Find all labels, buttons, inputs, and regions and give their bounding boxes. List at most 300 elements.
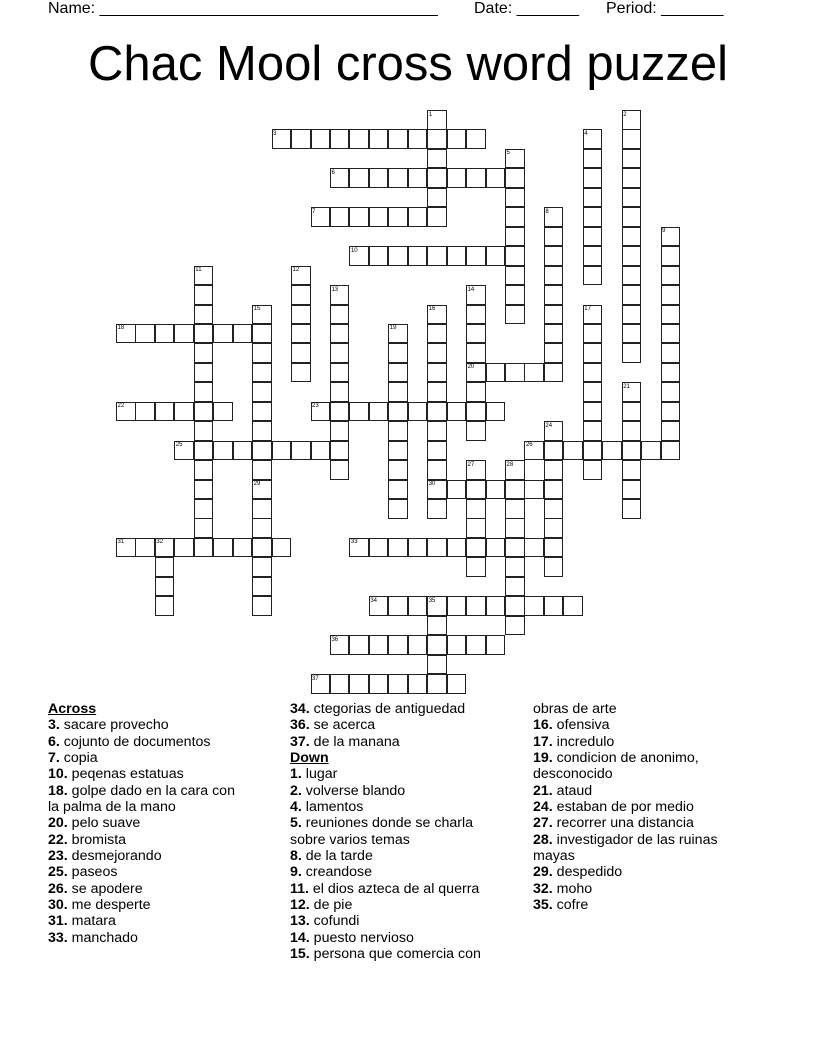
grid-cell[interactable] [135, 324, 155, 344]
grid-cell[interactable] [291, 285, 311, 305]
grid-cell[interactable] [486, 538, 506, 558]
grid-cell[interactable] [349, 168, 369, 188]
clue-text: estaban de por medio [552, 799, 694, 816]
grid-cell[interactable] [544, 480, 564, 500]
clue-item [533, 881, 718, 897]
grid-cell[interactable] [213, 402, 233, 422]
grid-cell[interactable] [544, 266, 564, 286]
grid-cell[interactable] [486, 480, 506, 500]
grid-cell[interactable] [369, 129, 389, 149]
grid-cell[interactable] [447, 168, 467, 188]
grid-cell[interactable] [661, 363, 681, 383]
grid-cell[interactable] [388, 343, 408, 363]
grid-cell[interactable] [388, 168, 408, 188]
grid-cell[interactable] [330, 363, 350, 383]
grid-cell[interactable] [447, 246, 467, 266]
clue-column-1 [48, 701, 235, 946]
grid-cell[interactable] [194, 343, 214, 363]
clue-text: obras de arte [533, 701, 617, 717]
grid-cell[interactable] [408, 168, 428, 188]
grid-cell[interactable] [252, 557, 272, 577]
grid-cell[interactable] [369, 402, 389, 422]
grid-cell[interactable] [505, 266, 525, 286]
clue-text: el dios azteca de al querra [308, 880, 480, 897]
grid-cell[interactable] [252, 460, 272, 480]
grid-cell[interactable] [505, 577, 525, 597]
grid-cell[interactable] [408, 402, 428, 422]
grid-cell[interactable] [661, 285, 681, 305]
clue-number: 22. [48, 831, 68, 848]
grid-cell[interactable] [544, 227, 564, 247]
grid-cell[interactable] [466, 305, 486, 325]
grid-cell[interactable] [505, 188, 525, 208]
grid-cell[interactable] [466, 538, 486, 558]
grid-cell[interactable] [622, 188, 642, 208]
grid-cell[interactable] [583, 441, 603, 461]
grid-cell[interactable] [427, 538, 447, 558]
grid-cell[interactable] [272, 441, 292, 461]
grid-cell[interactable] [466, 343, 486, 363]
grid-cell[interactable] [330, 305, 350, 325]
grid-cell[interactable] [408, 129, 428, 149]
grid-cell[interactable] [388, 363, 408, 383]
grid-cell[interactable] [544, 538, 564, 558]
grid-cell[interactable] [155, 596, 175, 616]
grid-cell[interactable] [505, 499, 525, 519]
grid-cell[interactable] [544, 460, 564, 480]
grid-cell[interactable] [505, 207, 525, 227]
grid-cell[interactable] [388, 402, 408, 422]
grid-cell[interactable] [252, 538, 272, 558]
grid-cell[interactable] [427, 129, 447, 149]
grid-cell[interactable] [583, 227, 603, 247]
grid-cell[interactable] [388, 538, 408, 558]
grid-cell[interactable] [427, 149, 447, 169]
grid-cell[interactable] [447, 596, 467, 616]
grid-number: 3 [273, 130, 277, 137]
grid-cell[interactable] [661, 246, 681, 266]
grid-cell[interactable] [544, 363, 564, 383]
grid-cell[interactable] [349, 674, 369, 694]
grid-cell[interactable] [135, 538, 155, 558]
grid-cell[interactable] [583, 168, 603, 188]
clue-text: lugar [301, 766, 338, 783]
grid-cell[interactable] [427, 499, 447, 519]
grid-cell[interactable] [583, 343, 603, 363]
grid-cell[interactable] [155, 324, 175, 344]
clue-item [48, 783, 235, 799]
grid-cell[interactable] [330, 460, 350, 480]
grid-cell[interactable] [252, 421, 272, 441]
grid-cell[interactable] [388, 421, 408, 441]
grid-cell[interactable] [622, 421, 642, 441]
grid-cell[interactable] [622, 499, 642, 519]
grid-cell[interactable] [622, 246, 642, 266]
grid-cell[interactable] [524, 596, 544, 616]
grid-cell[interactable] [427, 246, 447, 266]
clue-number: 36. [290, 717, 310, 734]
grid-cell[interactable] [544, 246, 564, 266]
grid-cell[interactable] [486, 596, 506, 616]
clue-item [48, 750, 235, 766]
clue-item [48, 848, 235, 864]
grid-cell[interactable] [583, 421, 603, 441]
grid-cell[interactable] [252, 382, 272, 402]
grid-cell[interactable] [330, 129, 350, 149]
grid-cell[interactable] [388, 480, 408, 500]
grid-cell[interactable] [194, 441, 214, 461]
grid-cell[interactable] [194, 285, 214, 305]
grid-number: 34 [370, 597, 378, 604]
grid-cell[interactable] [544, 343, 564, 363]
grid-cell[interactable] [291, 324, 311, 344]
grid-cell[interactable] [330, 402, 350, 422]
grid-cell[interactable] [135, 402, 155, 422]
grid-cell[interactable] [252, 343, 272, 363]
grid-cell[interactable] [427, 324, 447, 344]
grid-cell[interactable] [505, 596, 525, 616]
grid-cell[interactable] [563, 441, 583, 461]
grid-cell[interactable] [661, 324, 681, 344]
grid-cell[interactable] [427, 635, 447, 655]
grid-cell[interactable] [427, 674, 447, 694]
grid-cell[interactable] [213, 324, 233, 344]
grid-number: 20 [467, 364, 475, 371]
grid-cell[interactable] [622, 441, 642, 461]
grid-cell[interactable] [349, 635, 369, 655]
grid-cell[interactable] [622, 227, 642, 247]
grid-cell[interactable] [661, 402, 681, 422]
grid-cell[interactable] [174, 538, 194, 558]
grid-cell[interactable] [427, 460, 447, 480]
grid-number: 2 [623, 111, 627, 118]
grid-cell[interactable] [447, 129, 467, 149]
grid-cell[interactable] [661, 343, 681, 363]
grid-cell[interactable] [194, 305, 214, 325]
grid-cell[interactable] [622, 480, 642, 500]
grid-cell[interactable] [291, 441, 311, 461]
grid-cell[interactable] [252, 596, 272, 616]
grid-cell[interactable] [233, 441, 253, 461]
grid-cell[interactable] [194, 480, 214, 500]
grid-cell[interactable] [194, 363, 214, 383]
grid-cell[interactable] [427, 616, 447, 636]
grid-cell[interactable] [524, 538, 544, 558]
grid-cell[interactable] [466, 324, 486, 344]
grid-cell[interactable] [427, 421, 447, 441]
grid-cell[interactable] [466, 635, 486, 655]
grid-cell[interactable] [583, 207, 603, 227]
grid-cell[interactable] [622, 149, 642, 169]
grid-cell[interactable] [388, 129, 408, 149]
clue-item [290, 734, 481, 750]
clue-number: 32. [533, 880, 553, 897]
grid-cell[interactable] [466, 402, 486, 422]
grid-cell[interactable] [447, 480, 467, 500]
grid-cell[interactable] [505, 538, 525, 558]
grid-cell[interactable] [388, 207, 408, 227]
grid-cell[interactable] [583, 188, 603, 208]
grid-cell[interactable] [602, 441, 622, 461]
grid-number: 12 [292, 267, 300, 274]
grid-cell[interactable] [427, 363, 447, 383]
grid-cell[interactable] [661, 441, 681, 461]
grid-cell[interactable] [194, 460, 214, 480]
grid-cell[interactable] [661, 421, 681, 441]
grid-cell[interactable] [155, 557, 175, 577]
grid-cell[interactable] [388, 382, 408, 402]
clue-item [533, 864, 718, 880]
name-field[interactable]: ______________________________________ [99, 0, 438, 17]
grid-cell[interactable] [583, 149, 603, 169]
grid-cell[interactable] [583, 460, 603, 480]
grid-cell[interactable] [466, 499, 486, 519]
grid-cell[interactable] [622, 460, 642, 480]
grid-cell[interactable] [155, 577, 175, 597]
clue-number: 17. [533, 733, 553, 750]
clue-item [290, 815, 481, 831]
grid-cell[interactable] [486, 635, 506, 655]
grid-cell[interactable] [194, 324, 214, 344]
grid-number: 8 [545, 208, 549, 215]
grid-cell[interactable] [252, 499, 272, 519]
grid-cell[interactable] [252, 324, 272, 344]
grid-cell[interactable] [194, 382, 214, 402]
clue-text: desmejorando [67, 848, 162, 865]
across-heading: Across [48, 701, 97, 717]
grid-cell[interactable] [291, 305, 311, 325]
grid-cell[interactable] [252, 363, 272, 383]
grid-cell[interactable] [330, 674, 350, 694]
grid-cell[interactable] [544, 441, 564, 461]
grid-number: 6 [331, 169, 335, 176]
clue-item [533, 799, 718, 815]
grid-cell[interactable] [622, 285, 642, 305]
grid-cell[interactable] [194, 421, 214, 441]
grid-cell[interactable] [330, 441, 350, 461]
grid-cell[interactable] [544, 305, 564, 325]
grid-cell[interactable] [408, 635, 428, 655]
grid-cell[interactable] [291, 343, 311, 363]
grid-cell[interactable] [505, 168, 525, 188]
grid-cell[interactable] [427, 655, 447, 675]
grid-cell[interactable] [661, 382, 681, 402]
grid-cell[interactable] [194, 499, 214, 519]
grid-cell[interactable] [466, 129, 486, 149]
grid-cell[interactable] [388, 596, 408, 616]
grid-cell[interactable] [544, 518, 564, 538]
grid-cell[interactable] [505, 518, 525, 538]
grid-cell[interactable] [252, 441, 272, 461]
grid-cell[interactable] [466, 246, 486, 266]
grid-cell[interactable] [622, 168, 642, 188]
clue-number: 30. [48, 897, 68, 914]
grid-cell[interactable] [369, 674, 389, 694]
clue-text: bromista [67, 831, 127, 848]
grid-cell[interactable] [486, 363, 506, 383]
grid-cell[interactable] [544, 285, 564, 305]
grid-cell[interactable] [466, 480, 486, 500]
clue-item [290, 701, 481, 717]
grid-cell[interactable] [272, 538, 292, 558]
clue-text: cofundi [309, 913, 360, 930]
grid-cell[interactable] [369, 168, 389, 188]
grid-cell[interactable] [544, 499, 564, 519]
grid-number: 11 [195, 267, 202, 274]
grid-cell[interactable] [661, 266, 681, 286]
grid-cell[interactable] [427, 168, 447, 188]
date-field[interactable]: _______ [516, 0, 579, 17]
grid-cell[interactable] [408, 207, 428, 227]
grid-cell[interactable] [622, 266, 642, 286]
grid-cell[interactable] [330, 421, 350, 441]
period-field[interactable]: _______ [661, 0, 724, 17]
grid-cell[interactable] [330, 324, 350, 344]
clue-text: pelo suave [67, 815, 141, 832]
clue-text: ctegorias de antiguedad [309, 701, 466, 717]
grid-cell[interactable] [174, 324, 194, 344]
grid-cell[interactable] [427, 402, 447, 422]
clue-text: moho [552, 880, 593, 897]
grid-cell[interactable] [563, 596, 583, 616]
grid-cell[interactable] [583, 402, 603, 422]
grid-cell[interactable] [583, 246, 603, 266]
grid-cell[interactable] [583, 324, 603, 344]
grid-cell[interactable] [369, 246, 389, 266]
grid-cell[interactable] [408, 596, 428, 616]
grid-cell[interactable] [155, 402, 175, 422]
clue-number: 28. [533, 831, 553, 848]
grid-cell[interactable] [349, 207, 369, 227]
grid-cell[interactable] [388, 460, 408, 480]
grid-cell[interactable] [505, 305, 525, 325]
grid-cell[interactable] [466, 168, 486, 188]
grid-cell[interactable] [408, 674, 428, 694]
grid-cell[interactable] [583, 382, 603, 402]
grid-cell[interactable] [622, 305, 642, 325]
grid-number: 7 [312, 208, 316, 215]
grid-cell[interactable] [447, 402, 467, 422]
grid-cell[interactable] [330, 207, 350, 227]
grid-number: 22 [117, 403, 125, 410]
grid-number: 9 [662, 228, 666, 235]
grid-number: 37 [312, 675, 319, 682]
grid-cell[interactable] [427, 382, 447, 402]
grid-cell[interactable] [505, 227, 525, 247]
clue-item [533, 750, 718, 766]
grid-cell[interactable] [194, 518, 214, 538]
grid-cell[interactable] [291, 363, 311, 383]
grid-cell[interactable] [388, 441, 408, 461]
grid-cell[interactable] [622, 402, 642, 422]
grid-cell[interactable] [291, 129, 311, 149]
grid-cell[interactable] [505, 557, 525, 577]
clue-item [533, 766, 718, 782]
grid-cell[interactable] [213, 441, 233, 461]
grid-cell[interactable] [369, 538, 389, 558]
grid-cell[interactable] [349, 129, 369, 149]
grid-cell[interactable] [447, 674, 467, 694]
grid-cell[interactable] [311, 129, 331, 149]
grid-cell[interactable] [466, 596, 486, 616]
grid-cell[interactable] [622, 129, 642, 149]
grid-cell[interactable] [408, 246, 428, 266]
grid-cell[interactable] [252, 402, 272, 422]
grid-cell[interactable] [330, 343, 350, 363]
grid-cell[interactable] [583, 266, 603, 286]
grid-cell[interactable] [622, 207, 642, 227]
grid-number: 29 [253, 481, 261, 488]
clue-text: sacare provecho [59, 717, 169, 734]
grid-cell[interactable] [388, 499, 408, 519]
grid-cell[interactable] [388, 246, 408, 266]
grid-cell[interactable] [427, 207, 447, 227]
grid-cell[interactable] [213, 538, 233, 558]
grid-cell[interactable] [505, 480, 525, 500]
grid-cell[interactable] [427, 343, 447, 363]
grid-cell[interactable] [622, 343, 642, 363]
grid-cell[interactable] [505, 246, 525, 266]
grid-cell[interactable] [388, 674, 408, 694]
grid-cell[interactable] [505, 616, 525, 636]
grid-cell[interactable] [194, 538, 214, 558]
grid-cell[interactable] [311, 441, 331, 461]
grid-cell[interactable] [544, 596, 564, 616]
grid-cell[interactable] [466, 382, 486, 402]
grid-cell[interactable] [388, 635, 408, 655]
grid-cell[interactable] [524, 363, 544, 383]
grid-cell[interactable] [427, 441, 447, 461]
grid-cell[interactable] [252, 518, 272, 538]
grid-cell[interactable] [622, 324, 642, 344]
grid-number: 23 [312, 403, 319, 410]
grid-cell[interactable] [233, 538, 253, 558]
grid-cell[interactable] [505, 363, 525, 383]
grid-cell[interactable] [194, 402, 214, 422]
period-label: Period: _______ [606, 0, 724, 17]
grid-cell[interactable] [466, 518, 486, 538]
clue-number: 35. [533, 897, 553, 914]
grid-cell[interactable] [466, 557, 486, 577]
grid-cell[interactable] [369, 635, 389, 655]
grid-cell[interactable] [486, 246, 506, 266]
grid-cell[interactable] [447, 635, 467, 655]
grid-cell[interactable] [466, 421, 486, 441]
grid-cell[interactable] [330, 382, 350, 402]
grid-cell[interactable] [427, 188, 447, 208]
clue-number: 34. [290, 701, 310, 717]
grid-number: 15 [253, 306, 261, 312]
grid-cell[interactable] [174, 402, 194, 422]
grid-number: 31 [117, 539, 125, 546]
grid-cell[interactable] [369, 207, 389, 227]
grid-cell[interactable] [544, 557, 564, 577]
grid-cell[interactable] [349, 402, 369, 422]
clue-item [290, 717, 481, 733]
grid-cell[interactable] [233, 324, 253, 344]
grid-cell[interactable] [641, 441, 661, 461]
grid-cell[interactable] [505, 285, 525, 305]
grid-cell[interactable] [408, 538, 428, 558]
grid-cell[interactable] [583, 363, 603, 383]
grid-cell[interactable] [486, 402, 506, 422]
grid-cell[interactable] [524, 480, 544, 500]
grid-cell[interactable] [544, 324, 564, 344]
grid-cell[interactable] [661, 305, 681, 325]
grid-cell[interactable] [252, 577, 272, 597]
grid-cell[interactable] [486, 168, 506, 188]
grid-cell[interactable] [447, 538, 467, 558]
